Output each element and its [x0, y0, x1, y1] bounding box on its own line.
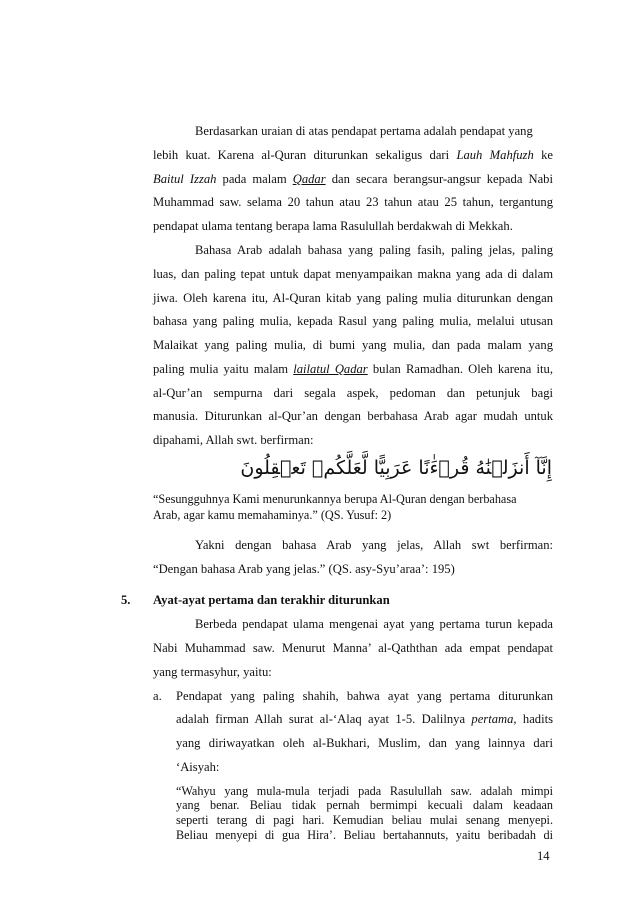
translation-line2: Arab, agar kamu memahaminya.” (QS. Yusuf: 2) [153, 508, 392, 522]
translation-line1: “Sesungguhnya Kami menurunkannya berupa Al-Quran dengan berbahasa [153, 492, 517, 506]
item-a-line2: adalah firman Allah surat al-‘Alaq ayat 1-5. Dalilnya pertama, hadits [176, 712, 554, 726]
item-a-line3: yang diriwayatkan oleh al-Bukhari, Muslim, dan yang lainnya dari [176, 736, 553, 750]
quote-line2: yang benar. Beliau tidak pernah bermimpi kecuali dalam keadaan [176, 798, 553, 812]
para2-line5: Malaikat yang paling mulia, di bumi yang mulia, dan pada malam yang [153, 338, 553, 352]
arabic-verse: إِنَّآ أَنزَلۡنَٰهُ قُرۡءَٰنًا عَرَبِيًّا لَّعَلَّكُمۡ تَعۡقِلُونَ [240, 457, 552, 479]
para1-line4: Muhammad saw. selama 20 tahun atau 23 tahun atau 25 tahun, tergantung [153, 195, 553, 209]
para2-line3: jiwa. Oleh karena itu, Al-Quran kitab yang paling mulia diturunkan dengan [153, 291, 553, 305]
section5-para-line1: Berbeda pendapat ulama mengenai ayat yang pertama turun kepada [195, 617, 553, 631]
para1-line3: Baitul Izzah pada malam Qadar dan secara berangsur-angsur kepada Nabi [153, 172, 553, 186]
section5-para-line2: Nabi Muhammad saw. Menurut Manna’ al-Qaththan ada empat pendapat [153, 641, 553, 655]
para3-line1: Yakni dengan bahasa Arab yang jelas, Allah swt berfirman: [195, 538, 553, 552]
para1-line2: lebih kuat. Karena al-Quran diturunkan sekaligus dari Lauh Mahfuzh ke [153, 148, 553, 162]
page-number: 14 [537, 849, 550, 863]
item-a-line4: ‘Aisyah: [176, 760, 220, 774]
para2-line9: dipahami, Allah swt. berfirman: [153, 433, 314, 447]
item-a-line1: Pendapat yang paling shahih, bahwa ayat yang pertama diturunkan [176, 689, 553, 703]
para3-line2: “Dengan bahasa Arab yang jelas.” (QS. asy-Syu’araa’: 195) [153, 562, 455, 576]
section5-para-line3: yang termasyhur, yaitu: [153, 665, 272, 679]
para2-line1: Bahasa Arab adalah bahasa yang paling fasih, paling jelas, paling [195, 243, 553, 257]
quote-line1: “Wahyu yang mula-mula terjadi pada Rasulullah saw. adalah mimpi [176, 784, 553, 798]
para2-line7: al-Qur’an sempurna dari segala aspek, pedoman dan petunjuk bagi [153, 386, 553, 400]
para2-line6: paling mulia yaitu malam lailatul Qadar bulan Ramadhan. Oleh karena itu, [153, 362, 553, 376]
para1-line1: Berdasarkan uraian di atas pendapat pertama adalah pendapat yang [195, 124, 533, 138]
para2-line2: luas, dan paling tepat untuk dapat menyampaikan makna yang ada di dalam [153, 267, 553, 281]
para2-line4: bahasa yang paling mulia, kepada Rasul yang paling mulia, melalui utusan [153, 314, 553, 328]
para1-line5: pendapat ulama tentang berapa lama Rasulullah berdakwah di Mekkah. [153, 219, 513, 233]
section-title: Ayat-ayat pertama dan terakhir diturunkan [153, 593, 390, 607]
section-number: 5. [121, 593, 131, 607]
quote-line3: seperti terang di pagi hari. Kemudian beliau mulai senang menyepi. [176, 813, 553, 827]
item-a-letter: a. [153, 689, 162, 703]
para2-line8: manusia. Diturunkan al-Qur’an dengan berbahasa Arab agar mudah untuk [153, 409, 553, 423]
quote-line4: Beliau menyepi di gua Hira’. Beliau bertahannuts, yaitu beribadah di [176, 828, 553, 842]
